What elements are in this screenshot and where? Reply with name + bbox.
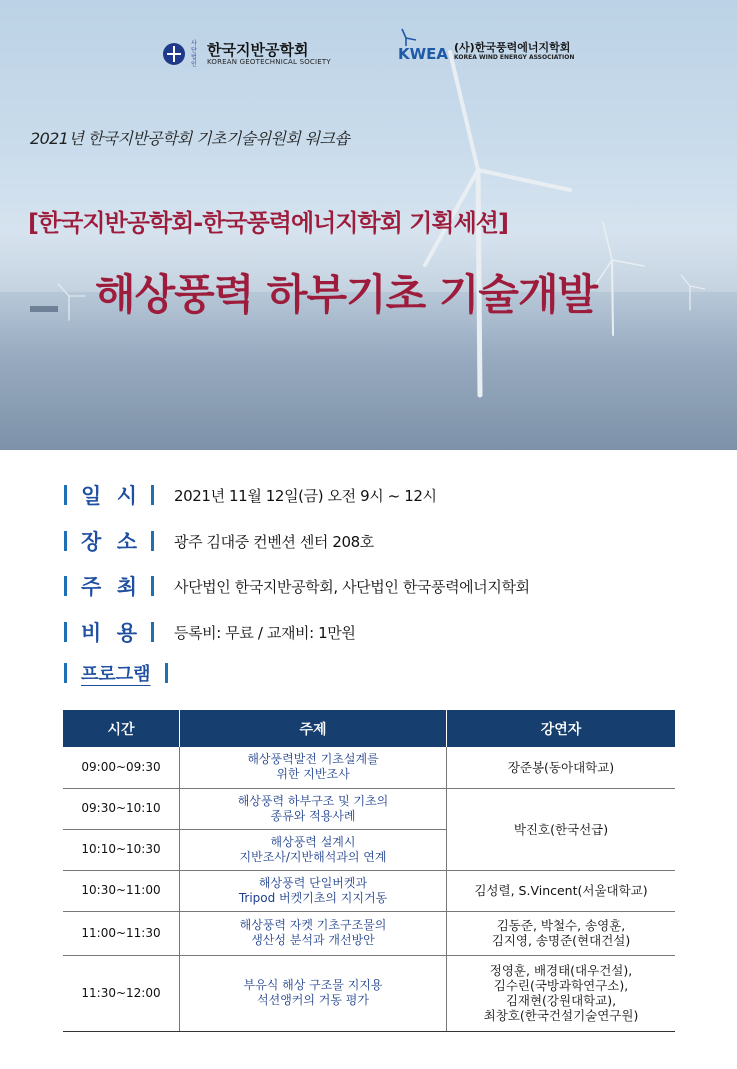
info-value: 2021년 11월 12일(금) 오전 9시 ~ 12시 <box>174 486 437 505</box>
session-speaker: 정영훈, 배경태(대우건설), 김수린(국방과학연구소), 김재현(강원대학교), 최창호(한국건설기술연구원) <box>447 955 676 1031</box>
turbine-icon <box>400 28 420 46</box>
header-time: 시간 <box>63 710 180 747</box>
program-label: 프로그램 <box>81 664 151 685</box>
info-value: 광주 김대중 컨벤션 센터 208호 <box>174 532 374 551</box>
table-row <box>63 788 675 829</box>
session-time: 11:00~11:30 <box>63 911 180 955</box>
session-time: 09:00~09:30 <box>63 747 180 788</box>
info-row-fee <box>64 617 355 647</box>
session-speaker: 박진호(한국선급) <box>447 788 676 870</box>
main-title: 해상풍력 하부기초 기술개발 <box>95 270 598 319</box>
kgs-emblem-icon <box>163 43 185 65</box>
session-topic: 해상풍력발전 기초설계를 위한 지반조사 <box>180 747 447 788</box>
label-bar-right <box>165 663 168 683</box>
workshop-subtitle: 2021년 한국지반공학회 기초기술위원회 워크숍 <box>30 129 350 148</box>
session-topic: 부유식 해상 구조물 지지용 석션앵커의 거동 평가 <box>180 955 447 1031</box>
info-label: 장 소 <box>81 530 137 554</box>
kgs-name: 한국지반공학회 <box>207 41 309 59</box>
label-bar-right <box>151 576 154 596</box>
session-topic: 해상풍력 설계시 지반조사/지반해석과의 연계 <box>180 829 447 870</box>
table-row <box>63 747 675 788</box>
logo-bar <box>0 32 737 82</box>
info-value: 등록비: 무료 / 교재비: 1만원 <box>174 623 356 642</box>
table-header-row <box>63 710 675 747</box>
session-time: 09:30~10:10 <box>63 788 180 829</box>
table-row <box>63 870 675 911</box>
session-topic: 해상풍력 자켓 기초구조물의 생산성 분석과 개선방안 <box>180 911 447 955</box>
info-value: 사단법인 한국지반공학회, 사단법인 한국풍력에너지학회 <box>174 577 530 596</box>
kwea-name: (사)한국풍력에너지학회 <box>454 41 571 54</box>
session-topic: 해상풍력 하부구조 및 기초의 종류와 적용사례 <box>180 788 447 829</box>
label-bar-right <box>151 485 154 505</box>
kwea-logo <box>398 32 574 62</box>
kgs-english-name: KOREAN GEOTECHNICAL SOCIETY <box>207 58 331 66</box>
kgs-small-label: 사단법인 <box>191 40 197 68</box>
header-topic: 주제 <box>180 710 447 747</box>
program-heading <box>64 660 168 686</box>
program-table <box>63 710 675 1032</box>
header-speaker: 강연자 <box>447 710 676 747</box>
info-row-date <box>64 480 437 510</box>
info-row-venue <box>64 526 374 556</box>
label-bar-right <box>151 531 154 551</box>
info-label: 비 용 <box>81 621 137 645</box>
info-label: 일 시 <box>81 484 137 508</box>
kwea-wordmark: KWEA <box>398 32 448 62</box>
label-bar-right <box>151 622 154 642</box>
session-time: 11:30~12:00 <box>63 955 180 1031</box>
hero-banner <box>0 0 737 450</box>
session-topic: 해상풍력 단일버켓과 Tripod 버켓기초의 지지거동 <box>180 870 447 911</box>
table-row <box>63 911 675 955</box>
info-label: 주 최 <box>81 575 137 599</box>
info-row-host <box>64 571 530 601</box>
session-speaker: 김성렬, S.Vincent(서울대학교) <box>447 870 676 911</box>
session-time: 10:10~10:30 <box>63 829 180 870</box>
session-speaker: 장준봉(동아대학교) <box>447 747 676 788</box>
kgs-logo <box>163 40 331 68</box>
session-title: [한국지반공학회-한국풍력에너지학회 기획세션] <box>28 209 508 237</box>
session-speaker: 김동준, 박철수, 송영훈, 김지영, 송명준(현대건설) <box>447 911 676 955</box>
kwea-english-name: KOREA WIND ENERGY ASSOCIATION <box>454 54 575 61</box>
table-row <box>63 955 675 1031</box>
session-time: 10:30~11:00 <box>63 870 180 911</box>
